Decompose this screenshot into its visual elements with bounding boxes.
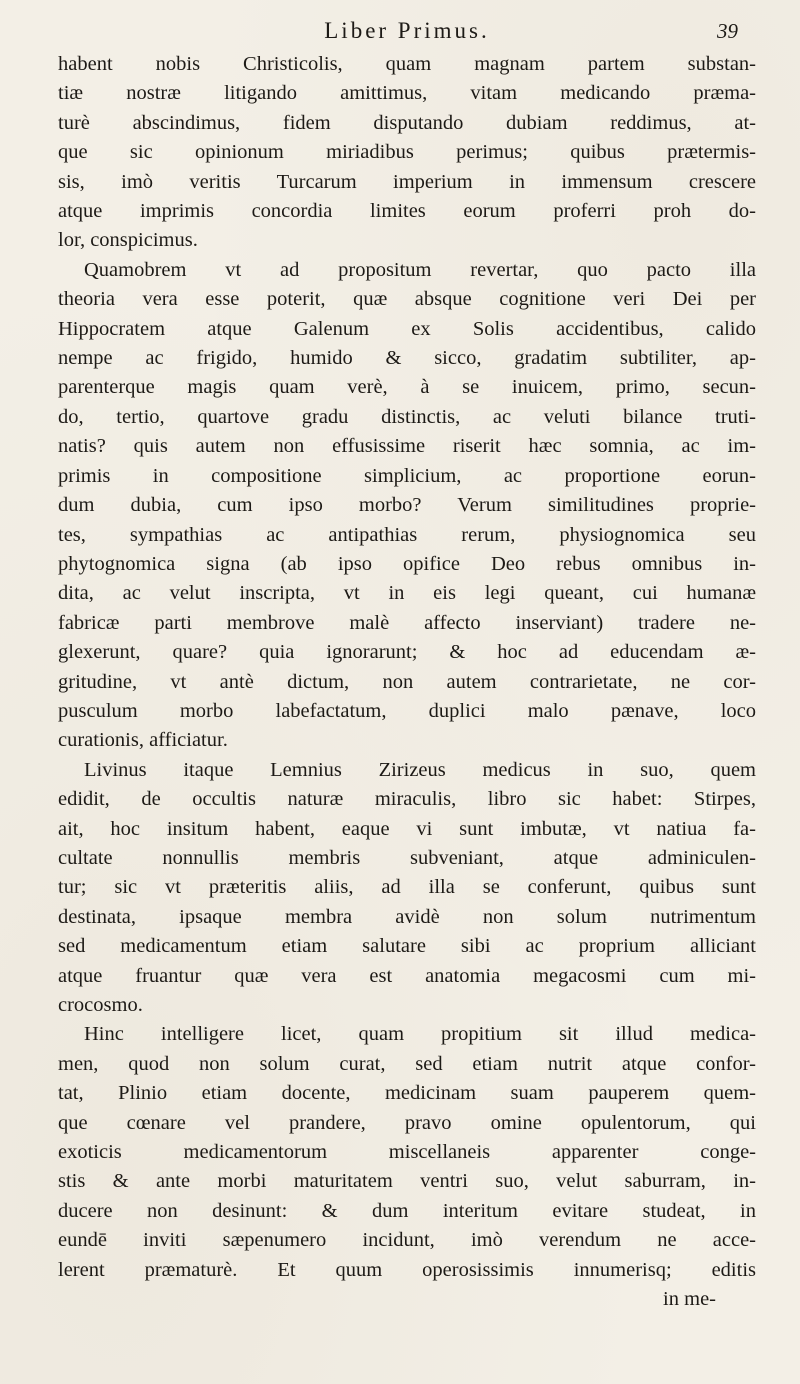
paragraph-first-line: Quamobrem vt ad propositum revertar, quo pacto illa	[84, 258, 756, 281]
text-line: dita, ac velut inscripta, vt in eis legi queant, cui humanæ	[58, 582, 756, 605]
text-line: fabricæ parti membrove malè affecto inserviant) tradere ne-	[58, 611, 756, 634]
paragraph-last-line: crocosmo.	[58, 994, 143, 1016]
running-head	[58, 12, 756, 50]
paragraph-first-line: Livinus itaque Lemnius Zirizeus medicus in suo, quem	[84, 758, 756, 781]
catchword: in me-	[663, 1288, 716, 1311]
text-line: exoticis medicamentorum miscellaneis apparenter conge-	[58, 1141, 756, 1164]
text-line: Hippocratem atque Galenum ex Solis accidentibus, calido	[58, 317, 756, 340]
text-line: sis, imò veritis Turcarum imperium in immensum crescere	[58, 170, 756, 193]
text-line: ducere non desinunt: & dum interitum evitare studeat, in	[58, 1199, 756, 1222]
text-line: tiæ nostræ litigando amittimus, vitam medicando præma-	[58, 82, 756, 105]
paragraph-first-line: Hinc intelligere licet, quam propitium sit illud medica-	[84, 1023, 756, 1046]
text-line: stis & ante morbi maturitatem ventri suo, velut saburram, in-	[58, 1170, 756, 1193]
running-head-title: Liber Primus.	[324, 18, 490, 43]
text-line: ait, hoc insitum habent, eaque vi sunt imbutæ, vt natiua fa-	[58, 817, 756, 840]
text-line: tes, sympathias ac antipathias rerum, physiognomica seu	[58, 523, 756, 546]
paragraph-last-line: lor, conspicimus.	[58, 229, 198, 252]
text-line: parenterque magis quam verè, à se inuicem, primo, secun-	[58, 376, 756, 399]
text-line: do, tertio, quartove gradu distinctis, ac veluti bilance truti-	[58, 405, 756, 428]
text-line: theoria vera esse poterit, quæ absque cognitione veri Dei per	[58, 288, 756, 311]
text-line: atque fruantur quæ vera est anatomia megacosmi cum mi-	[58, 964, 756, 987]
text-line: men, quod non solum curat, sed etiam nutrit atque confor-	[58, 1052, 756, 1075]
text-line: cultate nonnullis membris subveniant, atque adminiculen-	[58, 846, 756, 869]
text-line: turè abscindimus, fidem disputando dubiam reddimus, at-	[58, 111, 756, 134]
text-line: phytognomica signa (ab ipso opifice Deo rebus omnibus in-	[58, 552, 756, 575]
text-line: que cœnare vel prandere, pravo omine opulentorum, qui	[58, 1111, 756, 1134]
text-line: lerent præmaturè. Et quum operosissimis innumerisq; editis	[58, 1258, 756, 1281]
body-text	[58, 50, 756, 1314]
text-line: nempe ac frigido, humido & sicco, gradatim subtiliter, ap-	[58, 347, 756, 370]
text-line: pusculum morbo labefactatum, duplici malo pænave, loco	[58, 699, 756, 722]
text-line: destinata, ipsaque membra avidè non solum nutrimentum	[58, 905, 756, 928]
text-line: primis in compositione simplicium, ac proportione eorun-	[58, 464, 756, 487]
text-line: dum dubia, cum ipso morbo? Verum similitudines proprie-	[58, 494, 756, 517]
text-line: tur; sic vt præteritis aliis, ad illa se conferunt, quibus sunt	[58, 876, 756, 899]
text-line: que sic opinionum miriadibus perimus; quibus prætermis-	[58, 141, 756, 164]
text-line: edidit, de occultis naturæ miraculis, libro sic habet: Stirpes,	[58, 788, 756, 811]
text-line: gritudine, vt antè dictum, non autem contrarietate, ne cor-	[58, 670, 756, 693]
page-number: 39	[717, 19, 738, 43]
text-line: tat, Plinio etiam docente, medicinam suam pauperem quem-	[58, 1082, 756, 1105]
text-line: natis? quis autem non effusissime riserit hæc somnia, ac im-	[58, 435, 756, 458]
text-line: glexerunt, quare? quia ignorarunt; & hoc ad educendam æ-	[58, 641, 756, 664]
text-line: eundē inviti sæpenumero incidunt, imò verendum ne acce-	[58, 1229, 756, 1252]
paragraph-last-line: curationis, afficiatur.	[58, 729, 228, 752]
text-line: sed medicamentum etiam salutare sibi ac proprium alliciant	[58, 935, 756, 958]
text-line: atque imprimis concordia limites eorum proferri proh do-	[58, 200, 756, 223]
text-line: habent nobis Christicolis, quam magnam partem substan-	[58, 53, 756, 75]
